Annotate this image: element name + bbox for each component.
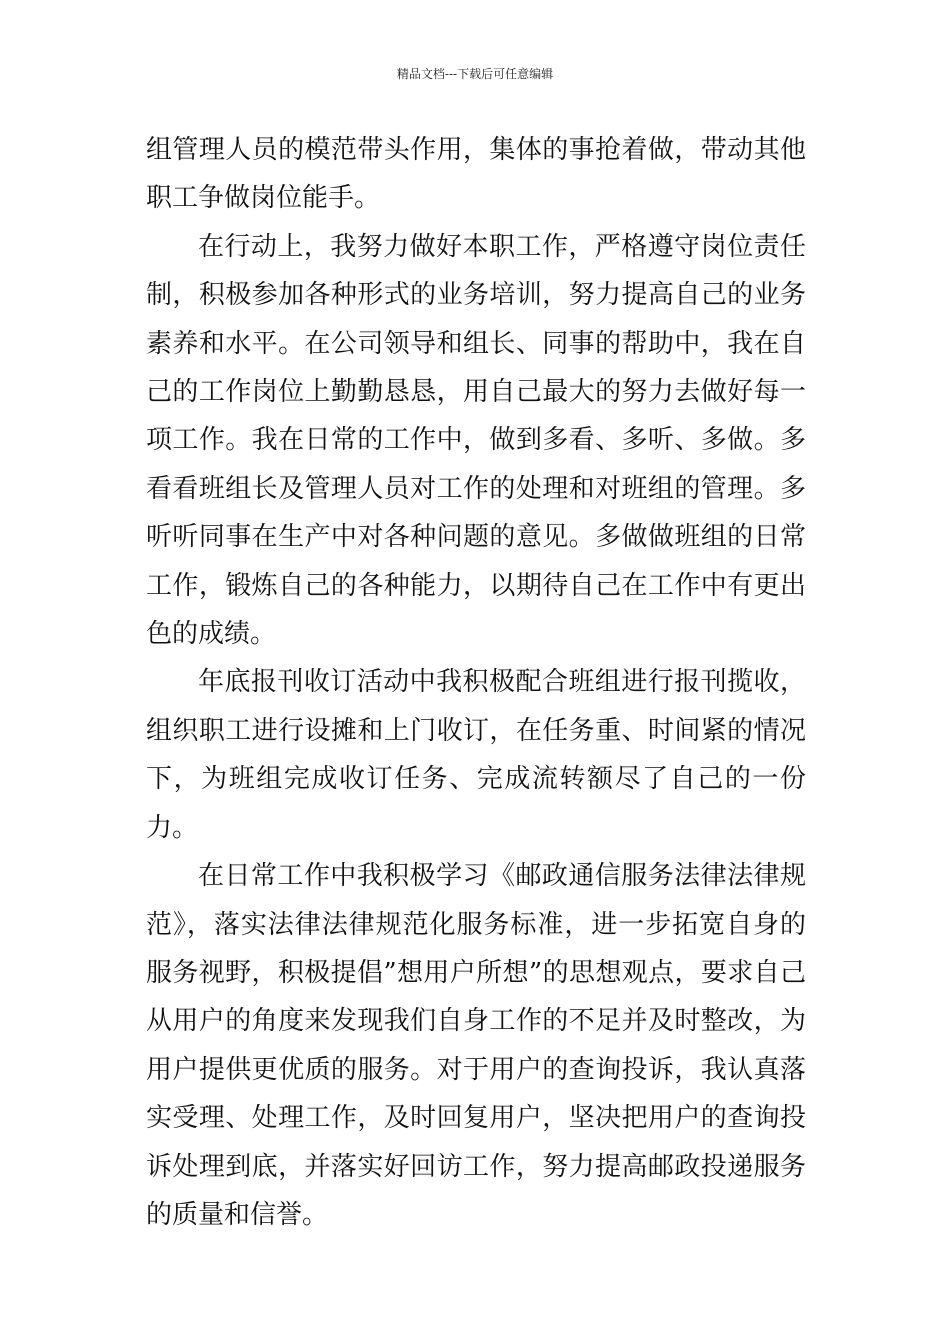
paragraph-newspaper-subscription: 年底报刊收订活动中我积极配合班组进行报刊揽收，组织职工进行设摊和上门收订，在任务重、时间紧的情况下，为班组完成收订任务、完成流转额尽了自己的一份力。 — [146, 667, 806, 843]
paragraph-service-regulations: 在日常工作中我积极学习《邮政通信服务法律法律规范》，落实法律法律规范化服务标准，进一步拓宽自身的服务视野，积极提倡”想用户所想”的思想观点，要求自己从用户的角度来发现我们自身工作的不足并及时整改，为用户提供更优质的服务。对于用户的查询投诉，我认真落实受理、处理工作，及时回复用户，坚决把用户的查询投诉处理到底，并落实好回访工作，努力提高邮政投递服务的质量和信誉。 — [146, 861, 806, 1230]
document-body — [146, 126, 806, 1239]
paragraph-continuation: 组管理人员的模范带头作用，集体的事抢着做，带动其他职工争做岗位能手。 — [146, 135, 806, 214]
paragraph-work-conduct: 在行动上，我努力做好本职工作，严格遵守岗位责任制，积极参加各种形式的业务培训，努力提高自己的业务素养和水平。在公司领导和组长、同事的帮助中，我在自己的工作岗位上勤勤恳恳，用自己最大的努力去做好每一项工作。我在日常的工作中，做到多看、多听、多做。多看看班组长及管理人员对工作的处理和对班组的管理。多听听同事在生产中对各种问题的意见。多做做班组的日常工作，锻炼自己的各种能力，以期待自己在工作中有更出色的成绩。 — [146, 231, 806, 650]
page-header: 精品文档---下载后可任意编辑 — [396, 67, 554, 81]
